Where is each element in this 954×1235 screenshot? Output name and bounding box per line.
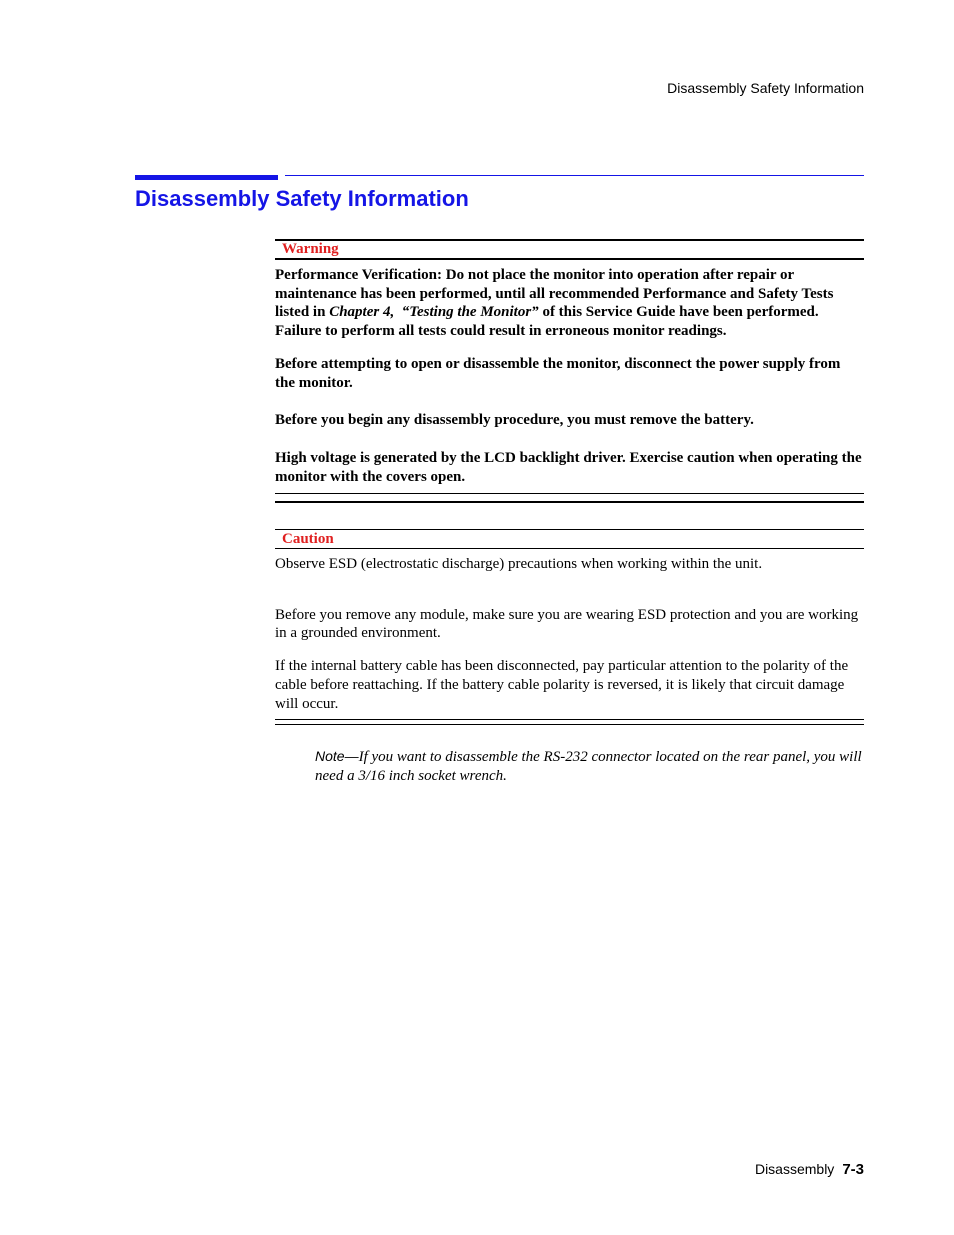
section-rule-thick xyxy=(135,175,278,180)
warning-label: Warning xyxy=(275,239,864,260)
warning-p1-text-a: Performance Verification: Do not place the monitor into operation after repair or maintenance has been performed, until all recommended Performance and Safety Tests listed in xyxy=(275,267,834,321)
warning-p1-text-b: of this Service Guide have been performed. Failure to perform all tests could result in erroneous monitor readings. xyxy=(275,304,819,340)
caution-paragraph-1: Observe ESD (electrostatic discharge) precautions when working within the unit. xyxy=(275,556,763,572)
warning-end-rule xyxy=(275,493,864,505)
warning-block xyxy=(275,239,864,505)
warning-paragraph-2: Before attempting to open or disassemble the monitor, disconnect the power supply from the monitor. xyxy=(275,355,841,391)
rule-line xyxy=(275,719,864,720)
note-label: Note— xyxy=(315,748,359,764)
footer-chapter: Disassembly xyxy=(754,1161,835,1177)
warning-paragraph-4: High voltage is generated by the LCD backlight driver. Exercise caution when operating the monitor with the covers open. xyxy=(275,449,862,485)
warning-p1-chapter-ref: Chapter 4, xyxy=(329,304,395,321)
caution-end-rule xyxy=(275,719,864,727)
warning-paragraph-3: Before you begin any disassembly procedure, you must remove the battery. xyxy=(275,412,754,429)
page-number: 7-3 xyxy=(842,1161,864,1178)
page-footer xyxy=(755,1161,864,1178)
rule-line xyxy=(275,724,864,725)
running-header: Disassembly Safety Information xyxy=(667,80,864,96)
note-text: If you want to disassemble the RS-232 connector located on the rear panel, you will need a 3/16 inch socket wrench. xyxy=(315,749,862,784)
rule-line xyxy=(275,501,864,503)
note-paragraph xyxy=(315,747,864,786)
warning-paragraph-1 xyxy=(275,266,864,341)
caution-paragraph-3: If the internal battery cable has been disconnected, pay particular attention to the polarity of the cable before reattaching. If the battery cable polarity is reversed, it is likely that circuit damage will occur. xyxy=(275,658,849,712)
caution-paragraph-2: Before you remove any module, make sure you are wearing ESD protection and you are working in a grounded environment. xyxy=(275,606,859,642)
section-rule-thin xyxy=(285,175,864,176)
caution-label: Caution xyxy=(275,529,864,549)
warning-p1-title-ref: “Testing the Monitor” xyxy=(401,304,539,321)
section-title: Disassembly Safety Information xyxy=(135,186,469,211)
rule-line xyxy=(275,493,864,494)
caution-block xyxy=(275,529,864,727)
